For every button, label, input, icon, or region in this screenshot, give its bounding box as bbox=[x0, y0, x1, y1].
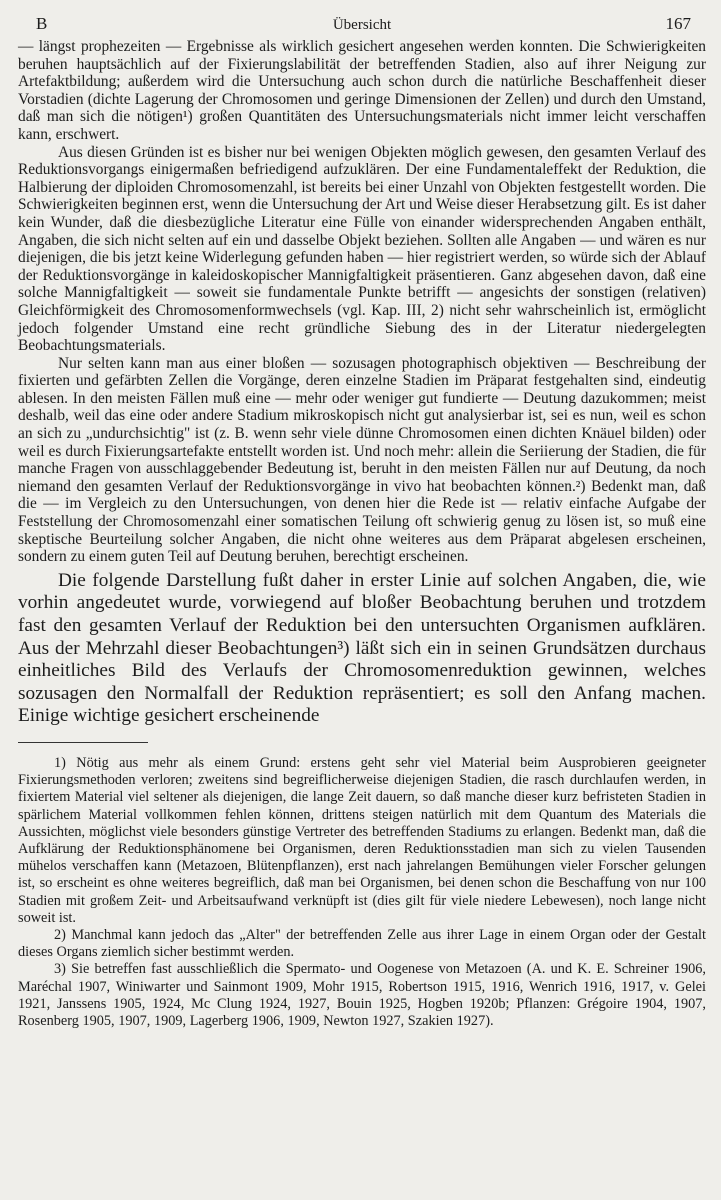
main-text bbox=[18, 38, 706, 566]
footnote-3: 3) Sie betreffen fast ausschließlich die Spermato- und Oogenese von Metazoen (A. und K. E. Schreiner 1906, Maréchal 1907, Winiwarter und Sainmont 1909, Mohr 1915, Robertson 1915, 1916, Wenrich 1916, 1917, v. Gelei 1921, Janssens 1905, 1924, Mc Clung 1924, 1927, Bouin 1925, Hogben 1920b; Pflanzen: Grégoire 1904, 1907, Rosenberg 1905, 1907, 1909, Lagerberg 1906, 1909, Newton 1927, Szakien 1927). bbox=[18, 961, 706, 1030]
large-paragraph: Die folgende Darstellung fußt daher in erster Linie auf solchen Angaben, die, wie vorhin angedeutet wurde, vorwiegend auf bloßer Beobachtung beruhen und trotzdem fast den gesamten Verlauf der Reduktion bei den untersuchten Organismen aufklären. Aus der Mehrzahl dieser Beobachtungen³) läßt sich ein in seinen Grundsätzen durchaus einheitliches Bild des Verlaufs der Chromosomenreduktion gewinnen, welches sozusagen den Normalfall der Reduktion repräsentiert; es soll den Anfang machen. Einige wichtige gesichert erscheinende bbox=[18, 569, 706, 727]
running-header bbox=[18, 0, 706, 38]
signature-mark: B bbox=[36, 14, 48, 33]
footnotes bbox=[18, 755, 706, 1030]
footnote-1: 1) Nötig aus mehr als einem Grund: erstens geht sehr viel Material beim Ausprobieren geeigneter Fixierungsmethoden verloren; zweitens sind begreiflicherweise diejenigen Stadien, die rasch durchlaufen werden, in fixiertem Material viel seltener als diejenigen, die lange Zeit dauern, so daß manche dieser kurz befristeten Stadien in spärlichem Material vollkommen fehlen können, drittens steigen natürlich mit dem Quantum des Materials die Aussichten, möglichst viele besonders günstige Vertreter des betreffenden Stadiums zu erlangen. Bedenkt man, daß die Aufklärung der Reduktionsphänomene bei Organismen, deren Reduktionsstadien man sich zu vielen Tausenden mühelos verschaffen kann (Metazoen, Blütenpflanzen), erst nach jahrelangen Bemühungen vieler Forscher gelungen ist, so erscheint es ohne weiteres begreiflich, daß man bei Organismen, bei denen schon die Beschaffung von nur 100 Stadien mit großem Zeit- und Arbeitsaufwand verknüpft ist (dies gilt für viele niedere Lebewesen), noch lange nicht soweit ist. bbox=[18, 754, 706, 926]
footnote-divider bbox=[18, 742, 148, 743]
running-title: Übersicht bbox=[332, 17, 392, 33]
large-print-section bbox=[18, 570, 706, 728]
paragraph: Aus diesen Gründen ist es bisher nur bei wenigen Objekten möglich gewesen, den gesamten Verlauf des Reduktionsvorgangs einigermaßen befriedigend aufzuklären. Der eine Fundamentaleffekt der Reduktion, die Halbierung der diploiden Chromosomenzahl, ist bereits bei einer Unzahl von Objekten festgestellt worden. Die Schwierigkeiten beginnen erst, wenn die Untersuchung der Art und Weise dieser Herabsetzung gilt. Es ist daher kein Wunder, daß die diesbezügliche Literatur eine Fülle von einander widersprechenden Angaben enthält, Angaben, die sich nicht selten auf ein und dasselbe Objekt beziehen. Sollten alle Angaben — und wären es nur diejenigen, die bis jetzt keine Widerlegung gefunden haben — hier registriert werden, so würde sich der Ablauf der Reduktionsvorgänge in kaleidoskopischer Mannigfaltigkeit präsentieren. Ganz abgesehen davon, daß eine solche Mannigfaltigkeit — soweit sie fundamentale Punkte betrifft — angesichts der sonstigen (relativen) Gleichförmigkeit des Chromosomenformwechsels (vgl. Kap. III, 2) nicht sehr wahrscheinlich ist, ermöglicht jedoch folgender Umstand eine recht gründliche Siebung des in der Literatur niedergelegten Beobachtungsmaterials. bbox=[18, 143, 706, 355]
paragraph: Nur selten kann man aus einer bloßen — sozusagen photographisch objektiven — Beschreibung der fixierten und gefärbten Zellen die Vorgänge, deren einzelne Stadien im Präparat festgehalten sind, eindeutig ablesen. In den meisten Fällen muß eine — mehr oder weniger gut fundierte — Deutung dazukommen; meist deshalb, weil das eine oder andere Stadium mikroskopisch nicht gut analysierbar ist, sei es nun, weil es schon an sich zu „undurchsichtig" ist (z. B. wenn sehr viele dünne Chromosomen einen dichten Knäuel bilden) oder weil es durch Fixierungsartefakte entstellt worden ist. Und noch mehr: allein die Seriierung der Stadien, die für manche Fragen von ausschlaggebender Bedeutung ist, beruht in den meisten Fällen nur auf Deutung, da noch niemand den gesamten Verlauf der Reduktionsvorgänge in vivo hat beobachten können.²) Bedenkt man, daß die — im Vergleich zu den Untersuchungen, von denen hier die Rede ist — relativ einfache Aufgabe der Feststellung der Chromosomenzahl einer somatischen Teilung oft schwierig genug zu lösen ist, so muß eine skeptische Beurteilung solcher Angaben, die nicht ohne weiteres aus dem Präparat abgelesen erscheinen, sondern zu einem guten Teil auf Deutung beruhen, berechtigt erscheinen. bbox=[18, 354, 706, 566]
page-number: 167 bbox=[665, 14, 691, 33]
paragraph-continued: — längst prophezeiten — Ergebnisse als wirklich gesichert angesehen werden konnten. Die Schwierigkeiten beruhen hauptsächlich auf der Fixierungslabilität der betreffenden Stadien, also auf ihrer Neigung zur Artefaktbildung; außerdem wird die Untersuchung auch schon durch die natürliche Beschaffenheit dieser Vorstadien (dichte Lagerung der Chromosomen und geringe Dimensionen der Zellen) und durch den Umstand, daß man sich die nötigen¹) großen Quantitäten des Untersuchungsmaterials nicht immer leicht verschaffen kann, erschwert. bbox=[18, 38, 706, 143]
footnote-2: 2) Manchmal kann jedoch das „Alter" der betreffenden Zelle aus ihrer Lage in einem Organ oder der Gestalt dieses Organs ziemlich sicher bestimmt werden. bbox=[18, 927, 706, 961]
